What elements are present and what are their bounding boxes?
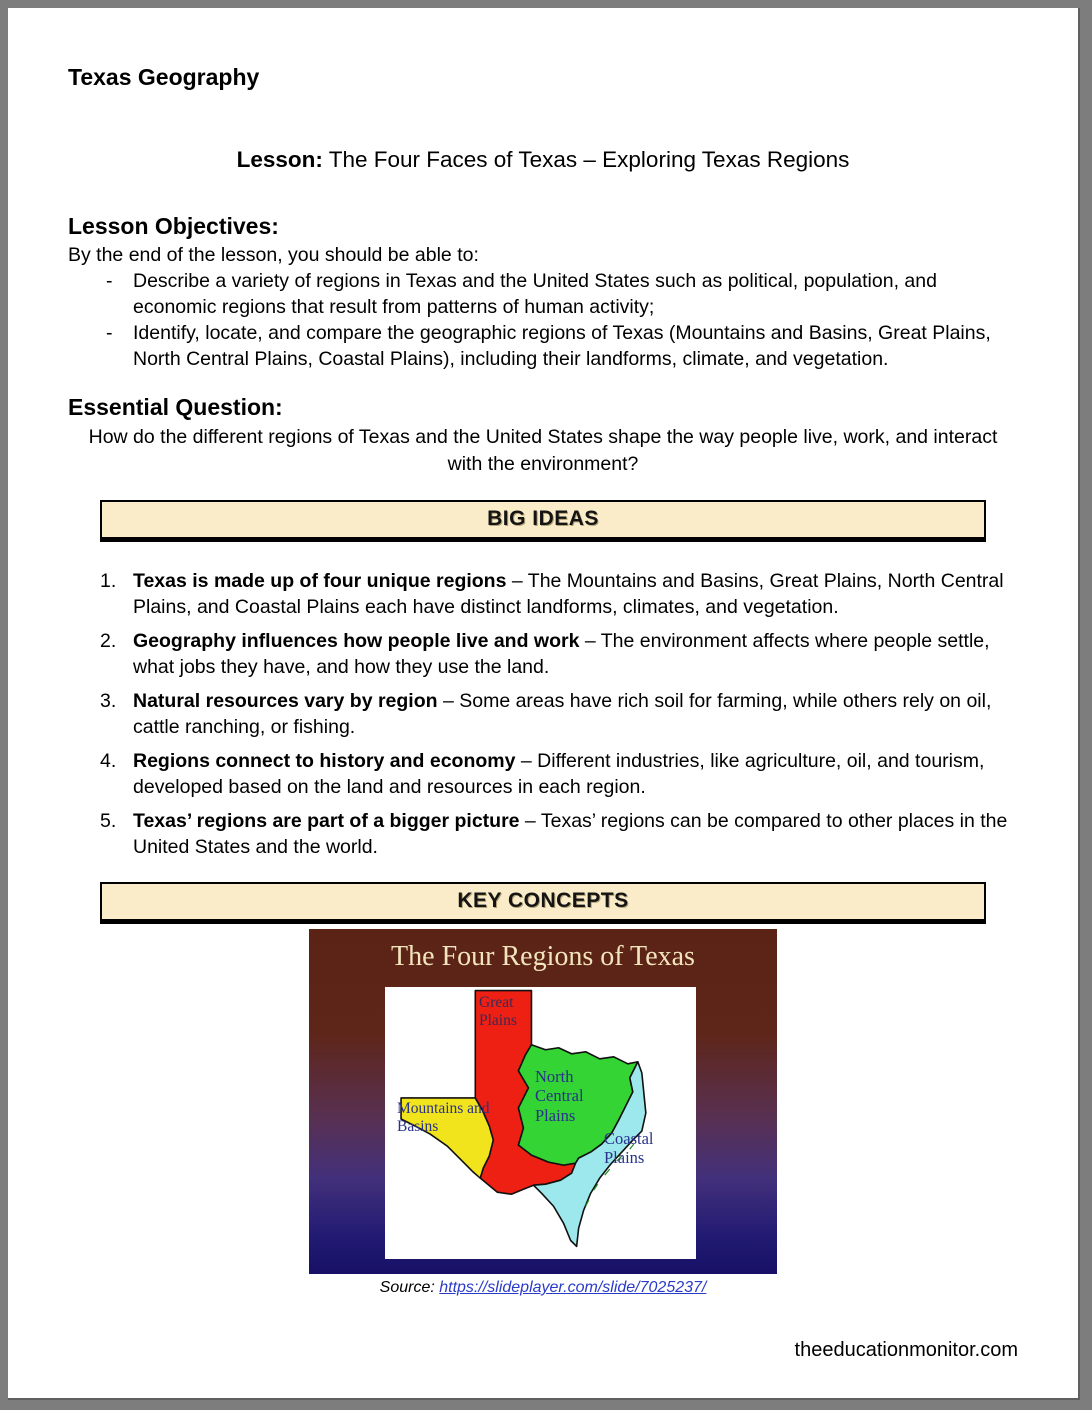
- map-label-coastal-plains: Coastal Plains: [604, 1129, 654, 1168]
- item-number: 1.: [100, 570, 117, 592]
- big-idea-body: – The environment affects where people settle, what jobs they have, and how they use the land.: [133, 630, 990, 678]
- map-label-great-plains: Great Plains: [479, 994, 517, 1030]
- lesson-title-text: The Four Faces of Texas – Exploring Texas Regions: [322, 147, 850, 172]
- big-idea-text: [133, 808, 1018, 860]
- big-idea-body: – Different industries, like agriculture, oil, and tourism, developed based on the land and resources in each region.: [133, 750, 985, 798]
- big-idea-item: [100, 628, 1018, 680]
- big-idea-text: [133, 688, 1018, 740]
- source-link[interactable]: https://slideplayer.com/slide/7025237/: [439, 1279, 707, 1296]
- lesson-label: Lesson:: [236, 147, 323, 172]
- map-label-mountains-and-basins: Mountains and Basins: [397, 1100, 490, 1136]
- item-number: 5.: [100, 810, 117, 832]
- big-idea-body: – Some areas have rich soil for farming, while others rely on oil, cattle ranching, or fishing.: [133, 690, 992, 738]
- map-label-north-central-plains: North Central Plains: [535, 1067, 584, 1125]
- essential-question-heading: Essential Question:: [68, 394, 283, 420]
- big-ideas-list: [68, 568, 1018, 860]
- lesson-title: [68, 147, 1018, 173]
- objective-item: [100, 320, 1018, 372]
- document-page: [8, 8, 1080, 1400]
- big-idea-lead: Texas’ regions are part of a bigger picture: [133, 810, 520, 832]
- item-number: 3.: [100, 690, 117, 712]
- site-footer: theeducationmonitor.com: [794, 1339, 1018, 1361]
- objectives-list: [68, 268, 1018, 372]
- big-idea-item: [100, 748, 1018, 800]
- image-source-line: [68, 1279, 1018, 1297]
- objectives-heading: Lesson Objectives:: [68, 213, 279, 239]
- big-idea-text: [133, 748, 1018, 800]
- key-concepts-banner: KEY CONCEPTS: [100, 882, 986, 924]
- essential-question-text: How do the different regions of Texas and the United States shape the way people live, work, and interact with the environment?: [88, 426, 998, 475]
- big-idea-text: [133, 628, 1018, 680]
- big-idea-body: – The Mountains and Basins, Great Plains, North Central Plains, and Coastal Plains each have distinct landforms, climates, and vegetation.: [133, 570, 1004, 618]
- big-idea-lead: Geography influences how people live and work: [133, 630, 580, 652]
- dash-bullet: -: [106, 322, 113, 344]
- texas-regions-slide-image: [309, 929, 777, 1274]
- big-idea-lead: Regions connect to history and economy: [133, 750, 516, 772]
- item-number: 2.: [100, 630, 117, 652]
- texas-map-panel: [385, 987, 696, 1259]
- dash-bullet: -: [106, 270, 113, 292]
- big-idea-lead: Natural resources vary by region: [133, 690, 438, 712]
- big-idea-item: [100, 808, 1018, 860]
- big-idea-lead: Texas is made up of four unique regions: [133, 570, 507, 592]
- objectives-intro: By the end of the lesson, you should be able to:: [68, 244, 479, 266]
- page-title: Texas Geography: [68, 64, 260, 90]
- big-idea-text: [133, 568, 1018, 620]
- objective-text: Identify, locate, and compare the geographic regions of Texas (Mountains and Basins, Great Plains, North Central Plains, Coastal Plains), including their landforms, climate, and vegetation.: [133, 322, 991, 370]
- big-ideas-banner: BIG IDEAS: [100, 500, 986, 542]
- big-idea-item: [100, 568, 1018, 620]
- source-label: Source:: [379, 1279, 440, 1296]
- objective-text: Describe a variety of regions in Texas and the United States such as political, population, and economic regions that result from patterns of human activity;: [133, 270, 937, 318]
- big-idea-item: [100, 688, 1018, 740]
- item-number: 4.: [100, 750, 117, 772]
- big-idea-body: – Texas’ regions can be compared to other places in the United States and the world.: [133, 810, 1008, 858]
- slide-title: The Four Regions of Texas: [391, 941, 695, 972]
- objective-item: [100, 268, 1018, 320]
